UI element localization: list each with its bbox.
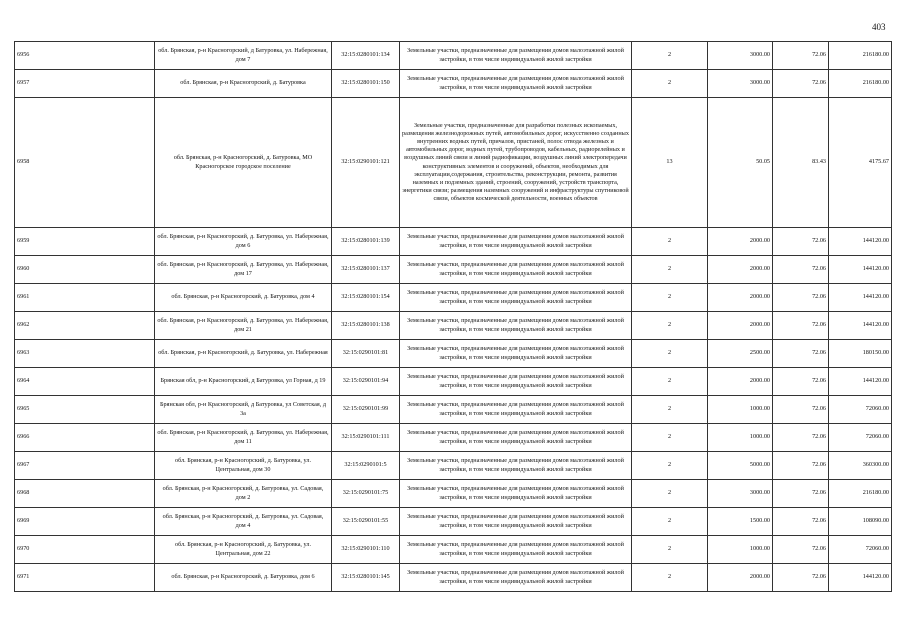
land-use-cell: Земельные участки, предназначенные для размещения домов малоэтажной жилой застройки, в том числе индивидуальной жилой застройки [400, 396, 632, 424]
area-cell: 3000.00 [708, 70, 773, 98]
cadastral-value-cell: 144120.00 [829, 564, 892, 592]
land-use-cell: Земельные участки, предназначенные для разработки полезных ископаемых, размещения железнодорожных путей, автомобильных дорог, искусственно созданных внутренних водных путей, причалов, пристаней, полос отвода железных и автомобильных дорог, водных путей, трубопроводов, кабельных, радиорелейных и воздушных линий связи и линий радиофикации, воздушных линий электропередачи конструктивных элементов и сооружений, объектов, необходимых для эксплуатации,содержания, строительства, реконструкции, ремонта, развития наземных и подземных зданий, строений, сооружений, устройств транспорта, энергетики связи; размещения наземных сооружений и инфраструктуры спутниковой связи, объектов космической деятельности, военных объектов [400, 98, 632, 228]
cadastral-value-cell: 180150.00 [829, 340, 892, 368]
rate-cell: 72.06 [773, 42, 829, 70]
cadastral-value-cell: 72060.00 [829, 424, 892, 452]
category-cell: 2 [632, 340, 708, 368]
rate-cell: 72.06 [773, 536, 829, 564]
cadastral-value-cell: 144120.00 [829, 284, 892, 312]
cadastral-number-cell: 32:15:0290101:111 [332, 424, 400, 452]
cadastral-number-cell: 32:15:0290101:81 [332, 340, 400, 368]
address-cell: обл. Брянская, р-н Красногорский, д. Батуровка, ул. Набережная, дом 17 [155, 256, 332, 284]
rate-cell: 72.06 [773, 480, 829, 508]
cadastral-value-cell: 216180.00 [829, 70, 892, 98]
area-cell: 50.05 [708, 98, 773, 228]
category-cell: 2 [632, 42, 708, 70]
address-cell: обл. Брянская, р-н Красногорский, д Батуровка, ул. Набережная, дом 7 [155, 42, 332, 70]
area-cell: 1000.00 [708, 396, 773, 424]
cadastral-value-cell: 360300.00 [829, 452, 892, 480]
cadastral-value-cell: 216180.00 [829, 42, 892, 70]
cadastral-number-cell: 32:15:0290101:5 [332, 452, 400, 480]
rate-cell: 72.06 [773, 340, 829, 368]
cadastral-value-cell: 144120.00 [829, 368, 892, 396]
cadastral-number-cell: 32:15:0290101:110 [332, 536, 400, 564]
cadastral-number-cell: 32:15:0290101:94 [332, 368, 400, 396]
address-cell: обл. Брянская, р-н Красногорский, д. Батуровка [155, 70, 332, 98]
cadastral-value-cell: 108090.00 [829, 508, 892, 536]
page-number: 403 [872, 22, 886, 32]
rate-cell: 72.06 [773, 396, 829, 424]
rate-cell: 72.06 [773, 70, 829, 98]
table-row [15, 564, 892, 592]
parcel-number-cell: 6963 [15, 340, 155, 368]
table-row [15, 368, 892, 396]
category-cell: 2 [632, 228, 708, 256]
address-cell: обл. Брянская, р-н Красногорский, д. Батуровка, ул. Центральная, дом 30 [155, 452, 332, 480]
parcel-number-cell: 6960 [15, 256, 155, 284]
address-cell: обл. Брянская, р-н Красногорский, д. Батуровка, дом 6 [155, 564, 332, 592]
parcel-number-cell: 6961 [15, 284, 155, 312]
category-cell: 2 [632, 256, 708, 284]
area-cell: 2000.00 [708, 312, 773, 340]
area-cell: 2500.00 [708, 340, 773, 368]
rate-cell: 72.06 [773, 256, 829, 284]
land-use-cell: Земельные участки, предназначенные для размещения домов малоэтажной жилой застройки, в том числе индивидуальной жилой застройки [400, 452, 632, 480]
cadastral-number-cell: 32:15:0290101:55 [332, 508, 400, 536]
table-row [15, 228, 892, 256]
land-use-cell: Земельные участки, предназначенные для размещения домов малоэтажной жилой застройки, в том числе индивидуальной жилой застройки [400, 256, 632, 284]
table-row [15, 98, 892, 228]
table-row [15, 396, 892, 424]
address-cell: обл. Брянская, р-н Красногорский, д. Батуровка, ул. Садовая, дом 4 [155, 508, 332, 536]
category-cell: 2 [632, 368, 708, 396]
category-cell: 2 [632, 396, 708, 424]
land-use-cell: Земельные участки, предназначенные для размещения домов малоэтажной жилой застройки, в том числе индивидуальной жилой застройки [400, 340, 632, 368]
address-cell: обл. Брянская, р-н Красногорский, д. Батуровка, ул. Набережная [155, 340, 332, 368]
parcel-number-cell: 6968 [15, 480, 155, 508]
area-cell: 1500.00 [708, 508, 773, 536]
cadastral-value-cell: 216180.00 [829, 480, 892, 508]
parcel-number-cell: 6967 [15, 452, 155, 480]
cadastral-number-cell: 32:15:0280101:150 [332, 70, 400, 98]
cadastral-value-cell: 144120.00 [829, 312, 892, 340]
area-cell: 3000.00 [708, 42, 773, 70]
cadastral-number-cell: 32:15:0290101:99 [332, 396, 400, 424]
table-row [15, 256, 892, 284]
address-cell: обл. Брянская, р-н Красногорский, д. Батуровка, ул. Набережная, дом 6 [155, 228, 332, 256]
rate-cell: 72.06 [773, 228, 829, 256]
category-cell: 2 [632, 480, 708, 508]
area-cell: 5000.00 [708, 452, 773, 480]
rate-cell: 72.06 [773, 424, 829, 452]
area-cell: 3000.00 [708, 480, 773, 508]
category-cell: 2 [632, 70, 708, 98]
table-row [15, 312, 892, 340]
parcel-number-cell: 6965 [15, 396, 155, 424]
address-cell: обл. Брянская, р-н Красногорский, д. Батуровка, дом 4 [155, 284, 332, 312]
table-row [15, 424, 892, 452]
table-row [15, 284, 892, 312]
table-body [15, 42, 892, 592]
rate-cell: 72.06 [773, 368, 829, 396]
category-cell: 2 [632, 564, 708, 592]
category-cell: 2 [632, 312, 708, 340]
address-cell: Брянская обл, р-н Красногорский, д Батуровка, ул Советская, д 3а [155, 396, 332, 424]
parcel-number-cell: 6970 [15, 536, 155, 564]
parcel-number-cell: 6959 [15, 228, 155, 256]
cadastral-value-cell: 144120.00 [829, 256, 892, 284]
category-cell: 2 [632, 452, 708, 480]
land-registry-table [14, 41, 892, 592]
cadastral-number-cell: 32:15:0280101:145 [332, 564, 400, 592]
cadastral-number-cell: 32:15:0280101:134 [332, 42, 400, 70]
cadastral-number-cell: 32:15:0290101:75 [332, 480, 400, 508]
land-use-cell: Земельные участки, предназначенные для размещения домов малоэтажной жилой застройки, в том числе индивидуальной жилой застройки [400, 70, 632, 98]
parcel-number-cell: 6971 [15, 564, 155, 592]
address-cell: обл. Брянская, р-н Красногорский, д. Батуровка, ул. Центральная, дом 22 [155, 536, 332, 564]
table-row [15, 42, 892, 70]
rate-cell: 72.06 [773, 452, 829, 480]
table-row [15, 480, 892, 508]
address-cell: обл. Брянская, р-н Красногорский, д. Батуровка, МО Красногорское городское поселение [155, 98, 332, 228]
cadastral-number-cell: 32:15:0290101:121 [332, 98, 400, 228]
rate-cell: 83.43 [773, 98, 829, 228]
land-use-cell: Земельные участки, предназначенные для размещения домов малоэтажной жилой застройки, в том числе индивидуальной жилой застройки [400, 480, 632, 508]
category-cell: 2 [632, 284, 708, 312]
rate-cell: 72.06 [773, 312, 829, 340]
rate-cell: 72.06 [773, 564, 829, 592]
category-cell: 2 [632, 536, 708, 564]
parcel-number-cell: 6962 [15, 312, 155, 340]
area-cell: 2000.00 [708, 368, 773, 396]
table-row [15, 340, 892, 368]
area-cell: 2000.00 [708, 564, 773, 592]
table-row [15, 70, 892, 98]
area-cell: 1000.00 [708, 536, 773, 564]
parcel-number-cell: 6964 [15, 368, 155, 396]
land-use-cell: Земельные участки, предназначенные для размещения домов малоэтажной жилой застройки, в том числе индивидуальной жилой застройки [400, 368, 632, 396]
address-cell: Брянская обл, р-н Красногорский, д Батуровка, ул Горная, д 19 [155, 368, 332, 396]
land-use-cell: Земельные участки, предназначенные для размещения домов малоэтажной жилой застройки, в том числе индивидуальной жилой застройки [400, 42, 632, 70]
land-use-cell: Земельные участки, предназначенные для размещения домов малоэтажной жилой застройки, в том числе индивидуальной жилой застройки [400, 284, 632, 312]
parcel-number-cell: 6969 [15, 508, 155, 536]
category-cell: 13 [632, 98, 708, 228]
parcel-number-cell: 6956 [15, 42, 155, 70]
category-cell: 2 [632, 424, 708, 452]
address-cell: обл. Брянская, р-н Красногорский, д. Батуровка, ул. Набережная, дом 21 [155, 312, 332, 340]
cadastral-value-cell: 144120.00 [829, 228, 892, 256]
address-cell: обл. Брянская, р-н Красногорский, д. Батуровка, ул. Набережная, дом 11 [155, 424, 332, 452]
land-use-cell: Земельные участки, предназначенные для размещения домов малоэтажной жилой застройки, в том числе индивидуальной жилой застройки [400, 564, 632, 592]
parcel-number-cell: 6957 [15, 70, 155, 98]
rate-cell: 72.06 [773, 284, 829, 312]
area-cell: 2000.00 [708, 228, 773, 256]
table-row [15, 536, 892, 564]
table-row [15, 452, 892, 480]
area-cell: 1000.00 [708, 424, 773, 452]
cadastral-value-cell: 4175.67 [829, 98, 892, 228]
land-use-cell: Земельные участки, предназначенные для размещения домов малоэтажной жилой застройки, в том числе индивидуальной жилой застройки [400, 228, 632, 256]
parcel-number-cell: 6958 [15, 98, 155, 228]
parcel-number-cell: 6966 [15, 424, 155, 452]
cadastral-number-cell: 32:15:0280101:139 [332, 228, 400, 256]
land-use-cell: Земельные участки, предназначенные для размещения домов малоэтажной жилой застройки, в том числе индивидуальной жилой застройки [400, 424, 632, 452]
area-cell: 2000.00 [708, 256, 773, 284]
cadastral-number-cell: 32:15:0280101:138 [332, 312, 400, 340]
land-use-cell: Земельные участки, предназначенные для размещения домов малоэтажной жилой застройки, в том числе индивидуальной жилой застройки [400, 536, 632, 564]
cadastral-number-cell: 32:15:0280101:137 [332, 256, 400, 284]
area-cell: 2000.00 [708, 284, 773, 312]
land-use-cell: Земельные участки, предназначенные для размещения домов малоэтажной жилой застройки, в том числе индивидуальной жилой застройки [400, 508, 632, 536]
land-use-cell: Земельные участки, предназначенные для размещения домов малоэтажной жилой застройки, в том числе индивидуальной жилой застройки [400, 312, 632, 340]
address-cell: обл. Брянская, р-н Красногорский, д. Батуровка, ул. Садовая, дом 2 [155, 480, 332, 508]
cadastral-value-cell: 72060.00 [829, 536, 892, 564]
rate-cell: 72.06 [773, 508, 829, 536]
cadastral-number-cell: 32:15:0280101:154 [332, 284, 400, 312]
table-row [15, 508, 892, 536]
category-cell: 2 [632, 508, 708, 536]
cadastral-value-cell: 72060.00 [829, 396, 892, 424]
